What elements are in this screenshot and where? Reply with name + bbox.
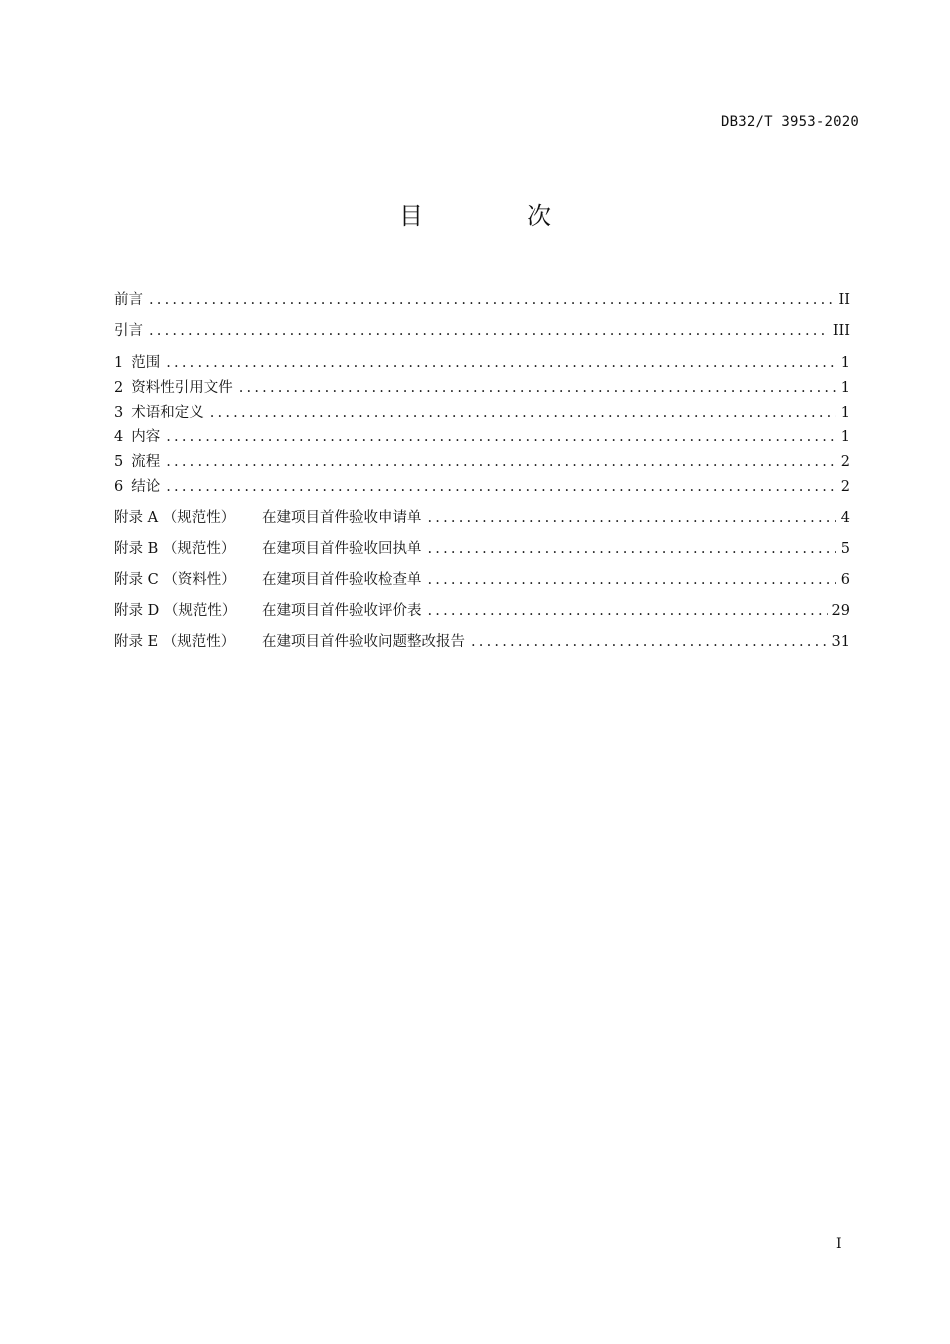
toc-entry-page: 1 (840, 404, 850, 421)
toc-entry-label: 术语和定义 (131, 404, 204, 421)
toc-entry-section-4[interactable] (114, 425, 850, 450)
toc-appendix-prefix: 附录 A （规范性） (114, 509, 236, 526)
toc-entry-label: 在建项目首件验收回执单 (262, 540, 422, 557)
toc-entry-label: 在建项目首件验收申请单 (262, 509, 422, 526)
toc-entry-number: 2 (114, 379, 124, 396)
toc-entry-appendix-c[interactable] (114, 568, 850, 599)
toc-entry-label: 范围 (131, 355, 161, 371)
toc-entry-number: 4 (114, 429, 124, 446)
toc-appendix-prefix: 附录 B （规范性） (114, 540, 236, 557)
toc-entry-page: III (832, 323, 850, 339)
toc-entry-page: 5 (840, 540, 850, 557)
toc-entry-foreword[interactable] (114, 288, 850, 313)
toc-leader-dots (149, 288, 835, 312)
toc-entry-label: 在建项目首件验收评价表 (262, 602, 422, 619)
toc-leader-dots (428, 568, 837, 592)
toc-entry-page: 1 (840, 379, 850, 396)
toc-entry-number: 1 (114, 355, 124, 371)
toc-leader-dots (166, 450, 836, 474)
toc-entry-page: 29 (831, 602, 850, 619)
toc-entry-appendix-d[interactable] (114, 599, 850, 630)
toc-entry-page: 31 (831, 633, 850, 650)
toc-entry-section-3[interactable] (114, 401, 850, 426)
document-code: DB32/T 3953-2020 (720, 114, 859, 130)
toc-entry-label: 结论 (131, 478, 161, 495)
toc-appendix-prefix: 附录 C （资料性） (114, 571, 236, 588)
toc-entry-number: 5 (114, 454, 124, 471)
toc-leader-dots (428, 506, 837, 530)
toc-leader-dots (166, 351, 836, 375)
toc-entry-label: 内容 (131, 429, 161, 446)
toc-entry-appendix-e[interactable] (114, 630, 850, 661)
table-of-contents (114, 288, 850, 661)
toc-entry-section-6[interactable] (114, 475, 850, 500)
toc-entry-label: 引言 (114, 323, 143, 339)
toc-leader-dots (166, 425, 836, 449)
toc-entry-page: 6 (840, 571, 850, 588)
toc-leader-dots (428, 599, 828, 623)
toc-entry-section-2[interactable] (114, 376, 850, 401)
toc-entry-label: 在建项目首件验收检查单 (262, 571, 422, 588)
toc-appendix-prefix: 附录 D （规范性） (114, 602, 237, 619)
toc-leader-dots (149, 319, 829, 343)
toc-leader-dots (239, 376, 836, 400)
toc-entry-label: 在建项目首件验收问题整改报告 (262, 633, 465, 650)
toc-entry-introduction[interactable] (114, 319, 850, 344)
toc-entry-page: 1 (840, 429, 850, 446)
toc-leader-dots (166, 475, 836, 499)
toc-entry-section-1[interactable] (114, 351, 850, 376)
toc-entry-label: 前言 (114, 292, 143, 308)
toc-entry-appendix-a[interactable] (114, 506, 850, 537)
toc-entry-number: 3 (114, 404, 124, 421)
toc-entry-appendix-b[interactable] (114, 537, 850, 568)
toc-leader-dots (428, 537, 837, 561)
toc-entry-section-5[interactable] (114, 450, 850, 475)
toc-entry-page: 4 (840, 509, 850, 526)
toc-entry-page: 2 (840, 454, 850, 471)
toc-entry-page: 1 (840, 355, 850, 371)
page-number: I (836, 1236, 842, 1252)
toc-entry-label: 流程 (131, 454, 161, 471)
page-title: 目 次 (399, 202, 591, 230)
toc-leader-dots (210, 401, 836, 425)
toc-entry-label: 资料性引用文件 (131, 379, 233, 396)
toc-entry-page: II (838, 292, 850, 308)
toc-entry-page: 2 (840, 478, 850, 495)
toc-appendix-prefix: 附录 E （规范性） (114, 633, 236, 650)
toc-leader-dots (471, 630, 828, 654)
toc-entry-number: 6 (114, 478, 124, 495)
